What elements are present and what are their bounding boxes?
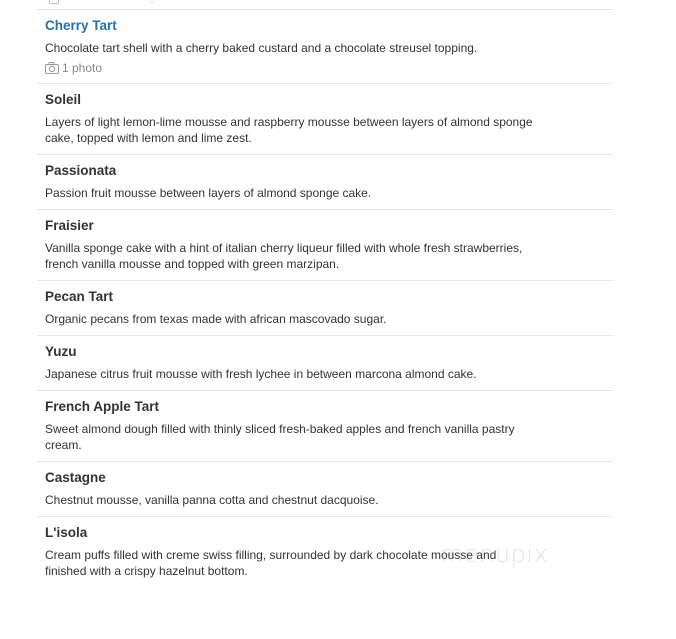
menu-item-name: Soleil xyxy=(45,92,82,107)
menu-item xyxy=(37,391,613,462)
menu-item-description: Chestnut mousse, vanilla panna cotta and chestnut dacquoise. xyxy=(45,493,379,507)
watermark: menupix xyxy=(440,540,549,568)
menu-item-description: Chocolate tart shell with a cherry baked custard and a chocolate streusel topping. xyxy=(45,41,478,55)
camera-icon xyxy=(45,62,59,74)
menu-item-description: Layers of light lemon-lime mousse and raspberry mousse between layers of almond sponge cake, topped with lemon and lime zest. xyxy=(45,115,533,145)
menu-item xyxy=(37,336,613,391)
menu-item-description: Passion fruit mousse between layers of almond sponge cake. xyxy=(45,186,372,200)
menu-item-name: L'isola xyxy=(45,525,88,540)
menu-item xyxy=(37,155,613,210)
menu-item-name: Passionata xyxy=(45,163,117,178)
menu-item-description: Japanese citrus fruit mousse with fresh lychee in between marcona almond cake. xyxy=(45,367,477,381)
photo-count: 1 photo xyxy=(62,61,103,75)
menu-item-name: French Apple Tart xyxy=(45,399,160,414)
menu-item-description: Organic pecans from texas made with african mascovado sugar. xyxy=(45,312,387,326)
menu-item-name: Pecan Tart xyxy=(45,289,114,304)
menu-item xyxy=(37,210,613,281)
menu-item-description: Sweet almond dough filled with thinly sliced fresh-baked apples and french vanilla pastry cream. xyxy=(45,422,515,452)
menu-item-name: Castagne xyxy=(45,470,106,485)
menu-item xyxy=(37,10,613,84)
menu-item xyxy=(37,462,613,517)
menu-item xyxy=(37,281,613,336)
menu-item-name-link[interactable]: Cherry Tart xyxy=(45,18,117,33)
previous-item-fragment xyxy=(37,0,613,10)
menu-item-name: Fraisier xyxy=(45,218,94,233)
camera-icon xyxy=(49,0,59,4)
divider-fragment xyxy=(151,0,153,3)
menu-item-description: Cream puffs filled with creme swiss filling, surrounded by dark chocolate mousse and finished with a crispy hazelnut bottom. xyxy=(45,548,497,578)
menu-item xyxy=(37,84,613,155)
menu-item-description: Vanilla sponge cake with a hint of italian cherry liqueur filled with whole fresh strawberries, french vanilla mousse and topped with green marzipan. xyxy=(45,241,523,271)
menu-item-name: Yuzu xyxy=(45,344,77,359)
photo-link[interactable] xyxy=(45,61,613,75)
menu-list xyxy=(37,0,613,587)
